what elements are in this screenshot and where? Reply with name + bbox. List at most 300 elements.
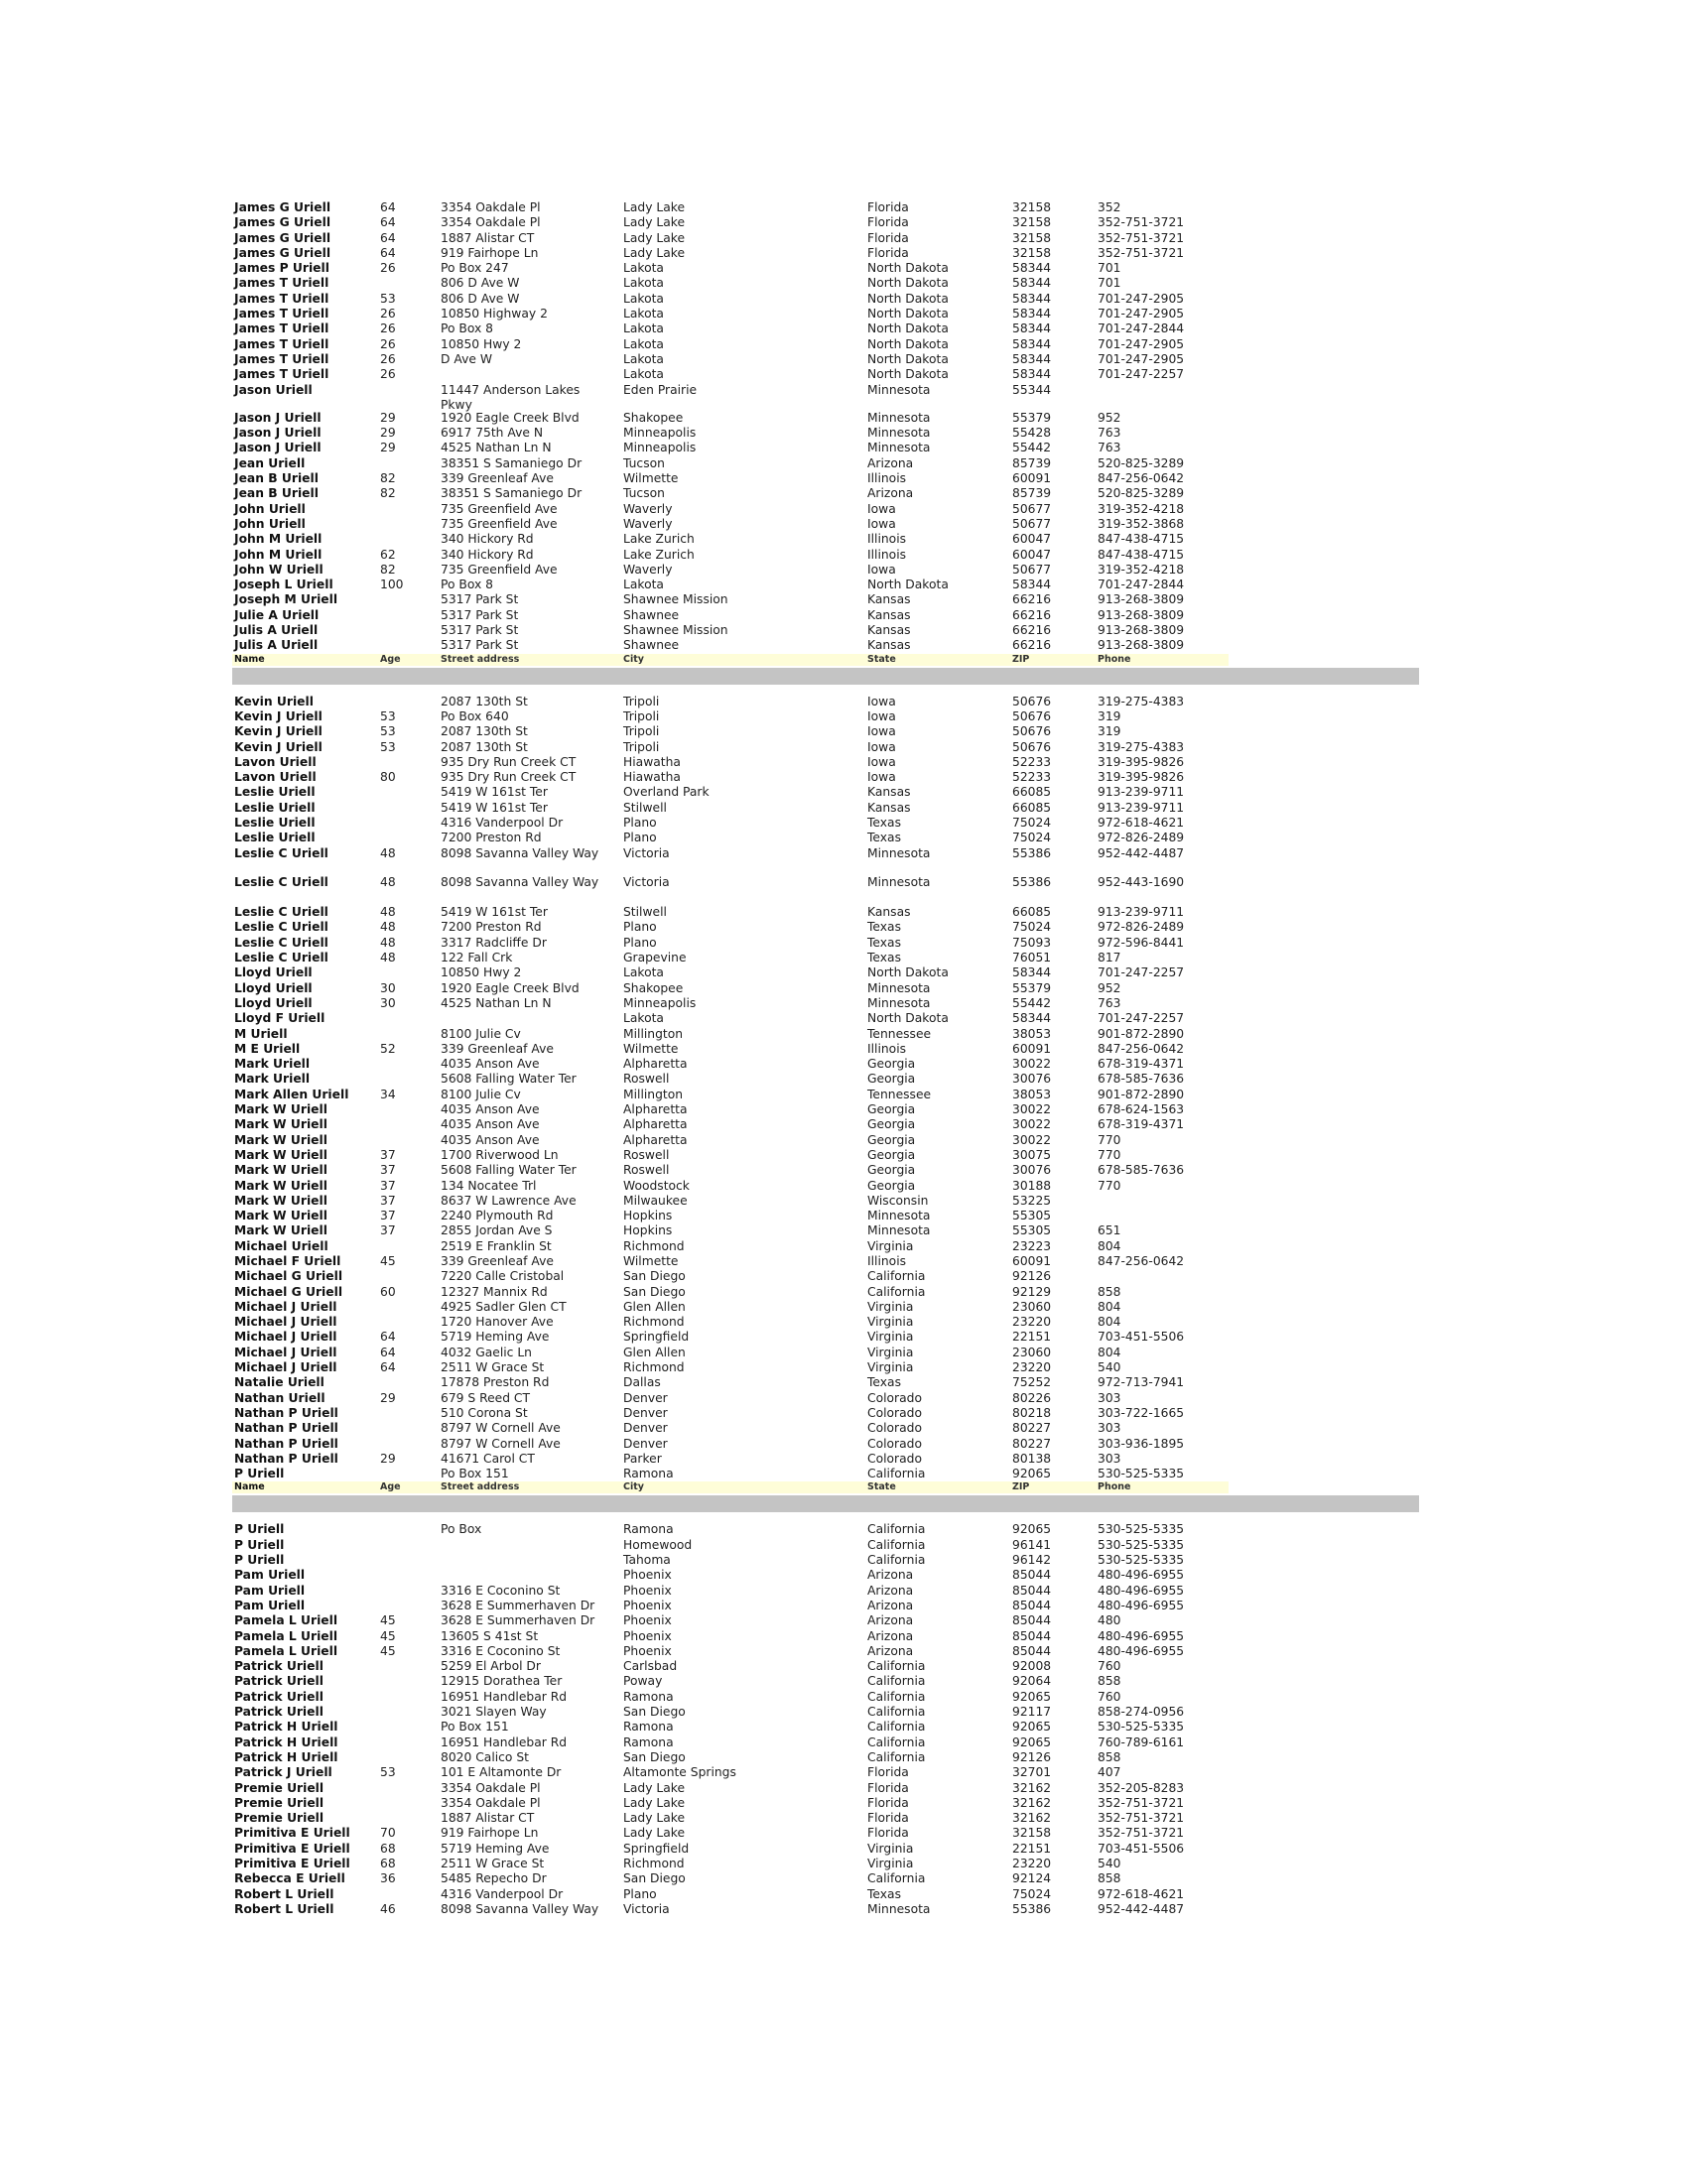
cell-city: Woodstock — [623, 1178, 690, 1193]
cell-name: Primitiva E Uriell — [234, 1856, 350, 1870]
cell-name: Primitiva E Uriell — [234, 1826, 350, 1841]
cell-zip: 92065 — [1012, 1689, 1052, 1704]
cell-city: Tucson — [623, 486, 665, 501]
cell-phone: 817 — [1098, 951, 1121, 965]
table-row — [0, 1781, 1688, 1796]
cell-name: James T Uriell — [234, 336, 329, 351]
cell-zip: 58344 — [1012, 351, 1052, 366]
cell-age: 64 — [380, 230, 396, 245]
cell-city: Lakota — [623, 307, 664, 321]
cell-city: Wilmette — [623, 1041, 679, 1056]
cell-name: P Uriell — [234, 1467, 285, 1481]
cell-state: Texas — [867, 831, 901, 845]
cell-zip: 58344 — [1012, 1011, 1052, 1026]
cell-city: Plano — [623, 815, 657, 830]
table-row — [0, 785, 1688, 800]
cell-city: Richmond — [623, 1360, 685, 1375]
cell-zip: 92126 — [1012, 1269, 1052, 1284]
cell-name: Natalie Uriell — [234, 1375, 325, 1390]
cell-city: Denver — [623, 1405, 668, 1420]
cell-city: Lady Lake — [623, 200, 686, 214]
cell-age: 45 — [380, 1613, 396, 1628]
table-row — [0, 246, 1688, 261]
cell-state: Minnesota — [867, 980, 931, 995]
cell-name: Lloyd Uriell — [234, 995, 313, 1010]
cell-zip: 96142 — [1012, 1553, 1052, 1568]
cell-zip: 85044 — [1012, 1568, 1052, 1583]
cell-address: 5317 Park St — [441, 592, 519, 607]
cell-age: 37 — [380, 1163, 396, 1178]
table-row — [0, 1538, 1688, 1553]
cell-zip: 30022 — [1012, 1057, 1052, 1072]
cell-address: 8098 Savanna Valley Way — [441, 875, 599, 890]
table-row — [0, 456, 1688, 471]
cell-name: Mark W Uriell — [234, 1117, 327, 1132]
cell-city: Lakota — [623, 578, 664, 592]
cell-address: 3317 Radcliffe Dr — [441, 935, 547, 950]
cell-state: California — [867, 1720, 926, 1734]
table-row — [0, 936, 1688, 951]
table-row — [0, 981, 1688, 996]
cell-phone: 678-585-7636 — [1098, 1072, 1185, 1087]
cell-address: 16951 Handlebar Rd — [441, 1734, 568, 1749]
cell-name: James G Uriell — [234, 230, 331, 245]
cell-age: 36 — [380, 1871, 396, 1886]
cell-age: 46 — [380, 1901, 396, 1916]
cell-city: Lady Lake — [623, 1780, 686, 1795]
table-row — [0, 1300, 1688, 1315]
table-row — [0, 740, 1688, 755]
cell-phone: 847-438-4715 — [1098, 547, 1185, 562]
cell-state: California — [867, 1871, 926, 1886]
table-row — [0, 816, 1688, 831]
cell-city: Ramona — [623, 1734, 674, 1749]
cell-phone: 760-789-6161 — [1098, 1734, 1185, 1749]
table-row — [0, 1735, 1688, 1750]
cell-address: 3354 Oakdale Pl — [441, 215, 541, 230]
table-row — [0, 352, 1688, 367]
cell-address: 2240 Plymouth Rd — [441, 1209, 554, 1223]
cell-name: Mark W Uriell — [234, 1223, 327, 1238]
cell-age: 53 — [380, 724, 396, 739]
cell-zip: 80226 — [1012, 1390, 1052, 1405]
cell-address: 5259 El Arbol Dr — [441, 1659, 541, 1674]
cell-city: Denver — [623, 1390, 668, 1405]
cell-age: 82 — [380, 562, 396, 577]
cell-state: Florida — [867, 1795, 909, 1810]
cell-name: Patrick Uriell — [234, 1659, 324, 1674]
cell-age: 37 — [380, 1209, 396, 1223]
cell-age: 48 — [380, 951, 396, 965]
cell-state: Colorado — [867, 1436, 922, 1451]
cell-state: North Dakota — [867, 367, 949, 382]
cell-zip: 60091 — [1012, 1254, 1052, 1268]
cell-city: Lady Lake — [623, 245, 686, 260]
table-row — [0, 1568, 1688, 1583]
cell-state: North Dakota — [867, 351, 949, 366]
cell-phone: 480 — [1098, 1613, 1121, 1628]
cell-city: Phoenix — [623, 1583, 672, 1598]
cell-name: Patrick Uriell — [234, 1689, 324, 1704]
cell-city: Roswell — [623, 1072, 670, 1087]
cell-name: Leslie C Uriell — [234, 920, 328, 935]
cell-phone: 701 — [1098, 261, 1121, 276]
cell-zip: 32158 — [1012, 1826, 1052, 1841]
cell-zip: 58344 — [1012, 321, 1052, 336]
table-row — [0, 1117, 1688, 1132]
cell-state: North Dakota — [867, 321, 949, 336]
cell-address: 806 D Ave W — [441, 276, 520, 291]
cell-city: Carlsbad — [623, 1659, 678, 1674]
cell-zip: 58344 — [1012, 367, 1052, 382]
cell-state: Georgia — [867, 1147, 916, 1162]
table-row — [0, 1871, 1688, 1886]
cell-state: Minnesota — [867, 426, 931, 441]
cell-phone: 703-451-5506 — [1098, 1330, 1185, 1345]
cell-state: North Dakota — [867, 578, 949, 592]
cell-phone: 480-496-6955 — [1098, 1643, 1185, 1658]
cell-phone: 770 — [1098, 1147, 1121, 1162]
cell-zip: 30075 — [1012, 1147, 1052, 1162]
cell-age: 100 — [380, 578, 404, 592]
cell-name: James T Uriell — [234, 367, 329, 382]
cell-city: Dallas — [623, 1375, 661, 1390]
table-row — [0, 1315, 1688, 1330]
table-row — [0, 592, 1688, 607]
cell-state: Iowa — [867, 562, 896, 577]
cell-address: Po Box 247 — [441, 261, 509, 276]
table-row — [0, 1437, 1688, 1452]
cell-state: Minnesota — [867, 1209, 931, 1223]
table-row — [0, 1346, 1688, 1360]
cell-name: Lavon Uriell — [234, 770, 317, 785]
cell-age: 34 — [380, 1087, 396, 1101]
cell-state: Iowa — [867, 694, 896, 708]
cell-city: San Diego — [623, 1269, 686, 1284]
cell-zip: 92065 — [1012, 1522, 1052, 1537]
cell-zip: 58344 — [1012, 261, 1052, 276]
cell-zip: 55305 — [1012, 1209, 1052, 1223]
table-row — [0, 875, 1688, 890]
cell-city: Tahoma — [623, 1553, 671, 1568]
cell-state: Texas — [867, 1886, 901, 1901]
cell-city: Ramona — [623, 1720, 674, 1734]
table-row — [0, 1613, 1688, 1628]
cell-state: Georgia — [867, 1178, 916, 1193]
cell-phone: 701-247-2257 — [1098, 1011, 1185, 1026]
cell-address: 3354 Oakdale Pl — [441, 1795, 541, 1810]
cell-address: 8797 W Cornell Ave — [441, 1436, 561, 1451]
table-row — [0, 367, 1688, 382]
cell-zip: 32158 — [1012, 245, 1052, 260]
header-age: Age — [380, 1481, 401, 1493]
cell-state: Florida — [867, 245, 909, 260]
cell-address: 3628 E Summerhaven Dr — [441, 1598, 595, 1612]
cell-city: Denver — [623, 1436, 668, 1451]
cell-phone: 847-256-0642 — [1098, 1041, 1185, 1056]
table-row — [0, 200, 1688, 215]
cell-city: Shawnee Mission — [623, 592, 728, 607]
cell-city: Hopkins — [623, 1223, 673, 1238]
cell-name: James T Uriell — [234, 307, 329, 321]
cell-address: 8797 W Cornell Ave — [441, 1421, 561, 1436]
cell-state: California — [867, 1734, 926, 1749]
cell-address: 8098 Savanna Valley Way — [441, 845, 599, 860]
table-row — [0, 1826, 1688, 1841]
header-phone: Phone — [1098, 1481, 1131, 1493]
cell-address: 919 Fairhope Ln — [441, 245, 539, 260]
cell-city: Glen Allen — [623, 1345, 686, 1359]
table-row — [0, 770, 1688, 785]
cell-zip: 55428 — [1012, 426, 1052, 441]
cell-name: Mark W Uriell — [234, 1147, 327, 1162]
cell-age: 53 — [380, 739, 396, 754]
cell-name: Kevin J Uriell — [234, 708, 323, 723]
record-section — [0, 1522, 1688, 1917]
cell-name: Mark W Uriell — [234, 1193, 327, 1208]
cell-zip: 60047 — [1012, 532, 1052, 547]
cell-phone: 530-525-5335 — [1098, 1720, 1185, 1734]
cell-age: 80 — [380, 770, 396, 785]
cell-address: 735 Greenfield Ave — [441, 501, 558, 516]
cell-city: Minneapolis — [623, 995, 697, 1010]
cell-zip: 55442 — [1012, 441, 1052, 455]
cell-phone: 352-751-3721 — [1098, 230, 1185, 245]
cell-phone: 319-352-3868 — [1098, 516, 1185, 531]
cell-zip: 66085 — [1012, 785, 1052, 800]
cell-name: James T Uriell — [234, 321, 329, 336]
cell-state: California — [867, 1537, 926, 1552]
cell-city: Lakota — [623, 261, 664, 276]
cell-age: 29 — [380, 1451, 396, 1466]
cell-state: Virginia — [867, 1315, 914, 1330]
table-row — [0, 1452, 1688, 1467]
cell-state: North Dakota — [867, 1011, 949, 1026]
cell-state: Arizona — [867, 1568, 914, 1583]
cell-state: Florida — [867, 1826, 909, 1841]
cell-phone: 952-442-4487 — [1098, 1901, 1185, 1916]
cell-state: Tennessee — [867, 1026, 932, 1041]
cell-phone: 913-239-9711 — [1098, 905, 1185, 920]
cell-phone: 847-256-0642 — [1098, 471, 1185, 486]
cell-zip: 85044 — [1012, 1643, 1052, 1658]
cell-address: 735 Greenfield Ave — [441, 562, 558, 577]
cell-phone: 858 — [1098, 1749, 1121, 1764]
cell-age: 64 — [380, 245, 396, 260]
cell-phone: 352-205-8283 — [1098, 1780, 1185, 1795]
cell-name: Kevin J Uriell — [234, 724, 323, 739]
cell-name: Premie Uriell — [234, 1811, 325, 1826]
table-row — [0, 1285, 1688, 1300]
cell-phone: 701-247-2257 — [1098, 367, 1185, 382]
cell-state: North Dakota — [867, 965, 949, 980]
cell-age: 37 — [380, 1193, 396, 1208]
cell-city: Tripoli — [623, 694, 660, 708]
cell-phone: 760 — [1098, 1659, 1121, 1674]
cell-name: Jean B Uriell — [234, 471, 319, 486]
column-header-row — [232, 1481, 1229, 1493]
table-row — [0, 532, 1688, 547]
cell-state: Arizona — [867, 486, 914, 501]
cell-state: Colorado — [867, 1405, 922, 1420]
cell-name: Michael F Uriell — [234, 1254, 341, 1268]
cell-zip: 92065 — [1012, 1467, 1052, 1481]
cell-state: Arizona — [867, 1598, 914, 1612]
cell-zip: 55386 — [1012, 1901, 1052, 1916]
table-row — [0, 1584, 1688, 1599]
cell-address: 4035 Anson Ave — [441, 1117, 540, 1132]
cell-phone: 952-442-4487 — [1098, 845, 1185, 860]
table-row — [0, 411, 1688, 426]
table-row — [0, 1644, 1688, 1659]
cell-phone: 858 — [1098, 1871, 1121, 1886]
cell-zip: 76051 — [1012, 951, 1052, 965]
cell-city: Lakota — [623, 276, 664, 291]
cell-zip: 96141 — [1012, 1537, 1052, 1552]
cell-city: Waverly — [623, 516, 673, 531]
cell-city: Phoenix — [623, 1598, 672, 1612]
cell-phone: 678-319-4371 — [1098, 1117, 1185, 1132]
cell-age: 26 — [380, 307, 396, 321]
cell-name: Pam Uriell — [234, 1568, 306, 1583]
cell-address: 8020 Calico St — [441, 1749, 529, 1764]
cell-state: Iowa — [867, 754, 896, 769]
cell-state: North Dakota — [867, 307, 949, 321]
cell-address: 339 Greenleaf Ave — [441, 1041, 554, 1056]
cell-state: Iowa — [867, 516, 896, 531]
cell-name: Joseph M Uriell — [234, 592, 338, 607]
cell-name: Michael J Uriell — [234, 1315, 337, 1330]
cell-phone: 520-825-3289 — [1098, 455, 1185, 470]
cell-address: 4525 Nathan Ln N — [441, 995, 552, 1010]
cell-address: 5317 Park St — [441, 638, 519, 653]
cell-name: Rebecca E Uriell — [234, 1871, 345, 1886]
table-row — [0, 1163, 1688, 1178]
cell-zip: 60091 — [1012, 1041, 1052, 1056]
cell-address: 806 D Ave W — [441, 291, 520, 306]
cell-state: Virginia — [867, 1841, 914, 1856]
cell-age: 53 — [380, 1765, 396, 1780]
cell-name: Nathan P Uriell — [234, 1436, 338, 1451]
cell-zip: 75024 — [1012, 1886, 1052, 1901]
cell-name: Mark Uriell — [234, 1057, 311, 1072]
cell-city: San Diego — [623, 1749, 686, 1764]
cell-state: Illinois — [867, 471, 907, 486]
cell-phone: 847-256-0642 — [1098, 1254, 1185, 1268]
cell-phone: 972-618-4621 — [1098, 1886, 1185, 1901]
cell-address: 3021 Slayen Way — [441, 1705, 547, 1720]
cell-state: Georgia — [867, 1132, 916, 1147]
cell-phone: 913-268-3809 — [1098, 638, 1185, 653]
cell-state: Minnesota — [867, 995, 931, 1010]
cell-phone: 303 — [1098, 1451, 1121, 1466]
table-row — [0, 1522, 1688, 1537]
cell-zip: 75024 — [1012, 831, 1052, 845]
table-row — [0, 1765, 1688, 1780]
cell-city: Stilwell — [623, 800, 667, 815]
cell-state: North Dakota — [867, 276, 949, 291]
cell-name: Julie A Uriell — [234, 607, 320, 622]
cell-zip: 30076 — [1012, 1163, 1052, 1178]
cell-name: Patrick H Uriell — [234, 1720, 338, 1734]
cell-city: Shawnee Mission — [623, 623, 728, 638]
cell-name: Lloyd Uriell — [234, 965, 313, 980]
cell-address: 5419 W 161st Ter — [441, 905, 548, 920]
cell-zip: 50677 — [1012, 562, 1052, 577]
cell-zip: 22151 — [1012, 1841, 1052, 1856]
cell-age: 26 — [380, 321, 396, 336]
table-row — [0, 276, 1688, 291]
table-row — [0, 502, 1688, 517]
table-row — [0, 1254, 1688, 1269]
cell-name: Patrick J Uriell — [234, 1765, 332, 1780]
cell-city: Alpharetta — [623, 1117, 688, 1132]
cell-zip: 55344 — [1012, 382, 1052, 397]
cell-name: Leslie C Uriell — [234, 845, 328, 860]
cell-state: Florida — [867, 230, 909, 245]
cell-zip: 75024 — [1012, 920, 1052, 935]
table-row — [0, 1133, 1688, 1148]
table-row — [0, 920, 1688, 935]
table-row — [0, 608, 1688, 623]
cell-zip: 55379 — [1012, 410, 1052, 425]
cell-address: 41671 Carol CT — [441, 1451, 535, 1466]
cell-city: Lakota — [623, 351, 664, 366]
cell-name: P Uriell — [234, 1553, 285, 1568]
cell-zip: 55386 — [1012, 875, 1052, 890]
cell-zip: 80218 — [1012, 1405, 1052, 1420]
cell-name: Kevin Uriell — [234, 694, 314, 708]
table-row — [0, 383, 1688, 398]
cell-name: Jean Uriell — [234, 455, 306, 470]
cell-phone: 303 — [1098, 1390, 1121, 1405]
cell-age: 26 — [380, 367, 396, 382]
cell-address: 340 Hickory Rd — [441, 532, 534, 547]
cell-age: 37 — [380, 1223, 396, 1238]
header-address: Street address — [441, 653, 520, 665]
cell-zip: 92065 — [1012, 1734, 1052, 1749]
header-city: City — [623, 1481, 644, 1493]
cell-address: 3628 E Summerhaven Dr — [441, 1613, 595, 1628]
cell-state: Minnesota — [867, 845, 931, 860]
cell-address: 3316 E Coconino St — [441, 1643, 561, 1658]
cell-name: Robert L Uriell — [234, 1901, 334, 1916]
cell-zip: 92124 — [1012, 1871, 1052, 1886]
table-row — [0, 1842, 1688, 1857]
cell-state: Texas — [867, 935, 901, 950]
cell-address: Po Box 151 — [441, 1467, 509, 1481]
header-phone: Phone — [1098, 653, 1131, 665]
header-name: Name — [234, 653, 265, 665]
table-row — [0, 578, 1688, 592]
table-row — [0, 891, 1688, 906]
cell-zip: 85044 — [1012, 1628, 1052, 1643]
cell-age: 53 — [380, 708, 396, 723]
table-row — [0, 215, 1688, 230]
cell-phone: 804 — [1098, 1315, 1121, 1330]
cell-age: 64 — [380, 200, 396, 214]
cell-age: 29 — [380, 426, 396, 441]
cell-address: Po Box — [441, 1522, 482, 1537]
cell-name: John W Uriell — [234, 562, 324, 577]
cell-name: John Uriell — [234, 501, 306, 516]
cell-phone: 701 — [1098, 276, 1121, 291]
cell-address: 2087 130th St — [441, 694, 528, 708]
table-row — [0, 548, 1688, 563]
cell-address: 12327 Mannix Rd — [441, 1284, 548, 1299]
cell-zip: 58344 — [1012, 307, 1052, 321]
cell-zip: 92008 — [1012, 1659, 1052, 1674]
